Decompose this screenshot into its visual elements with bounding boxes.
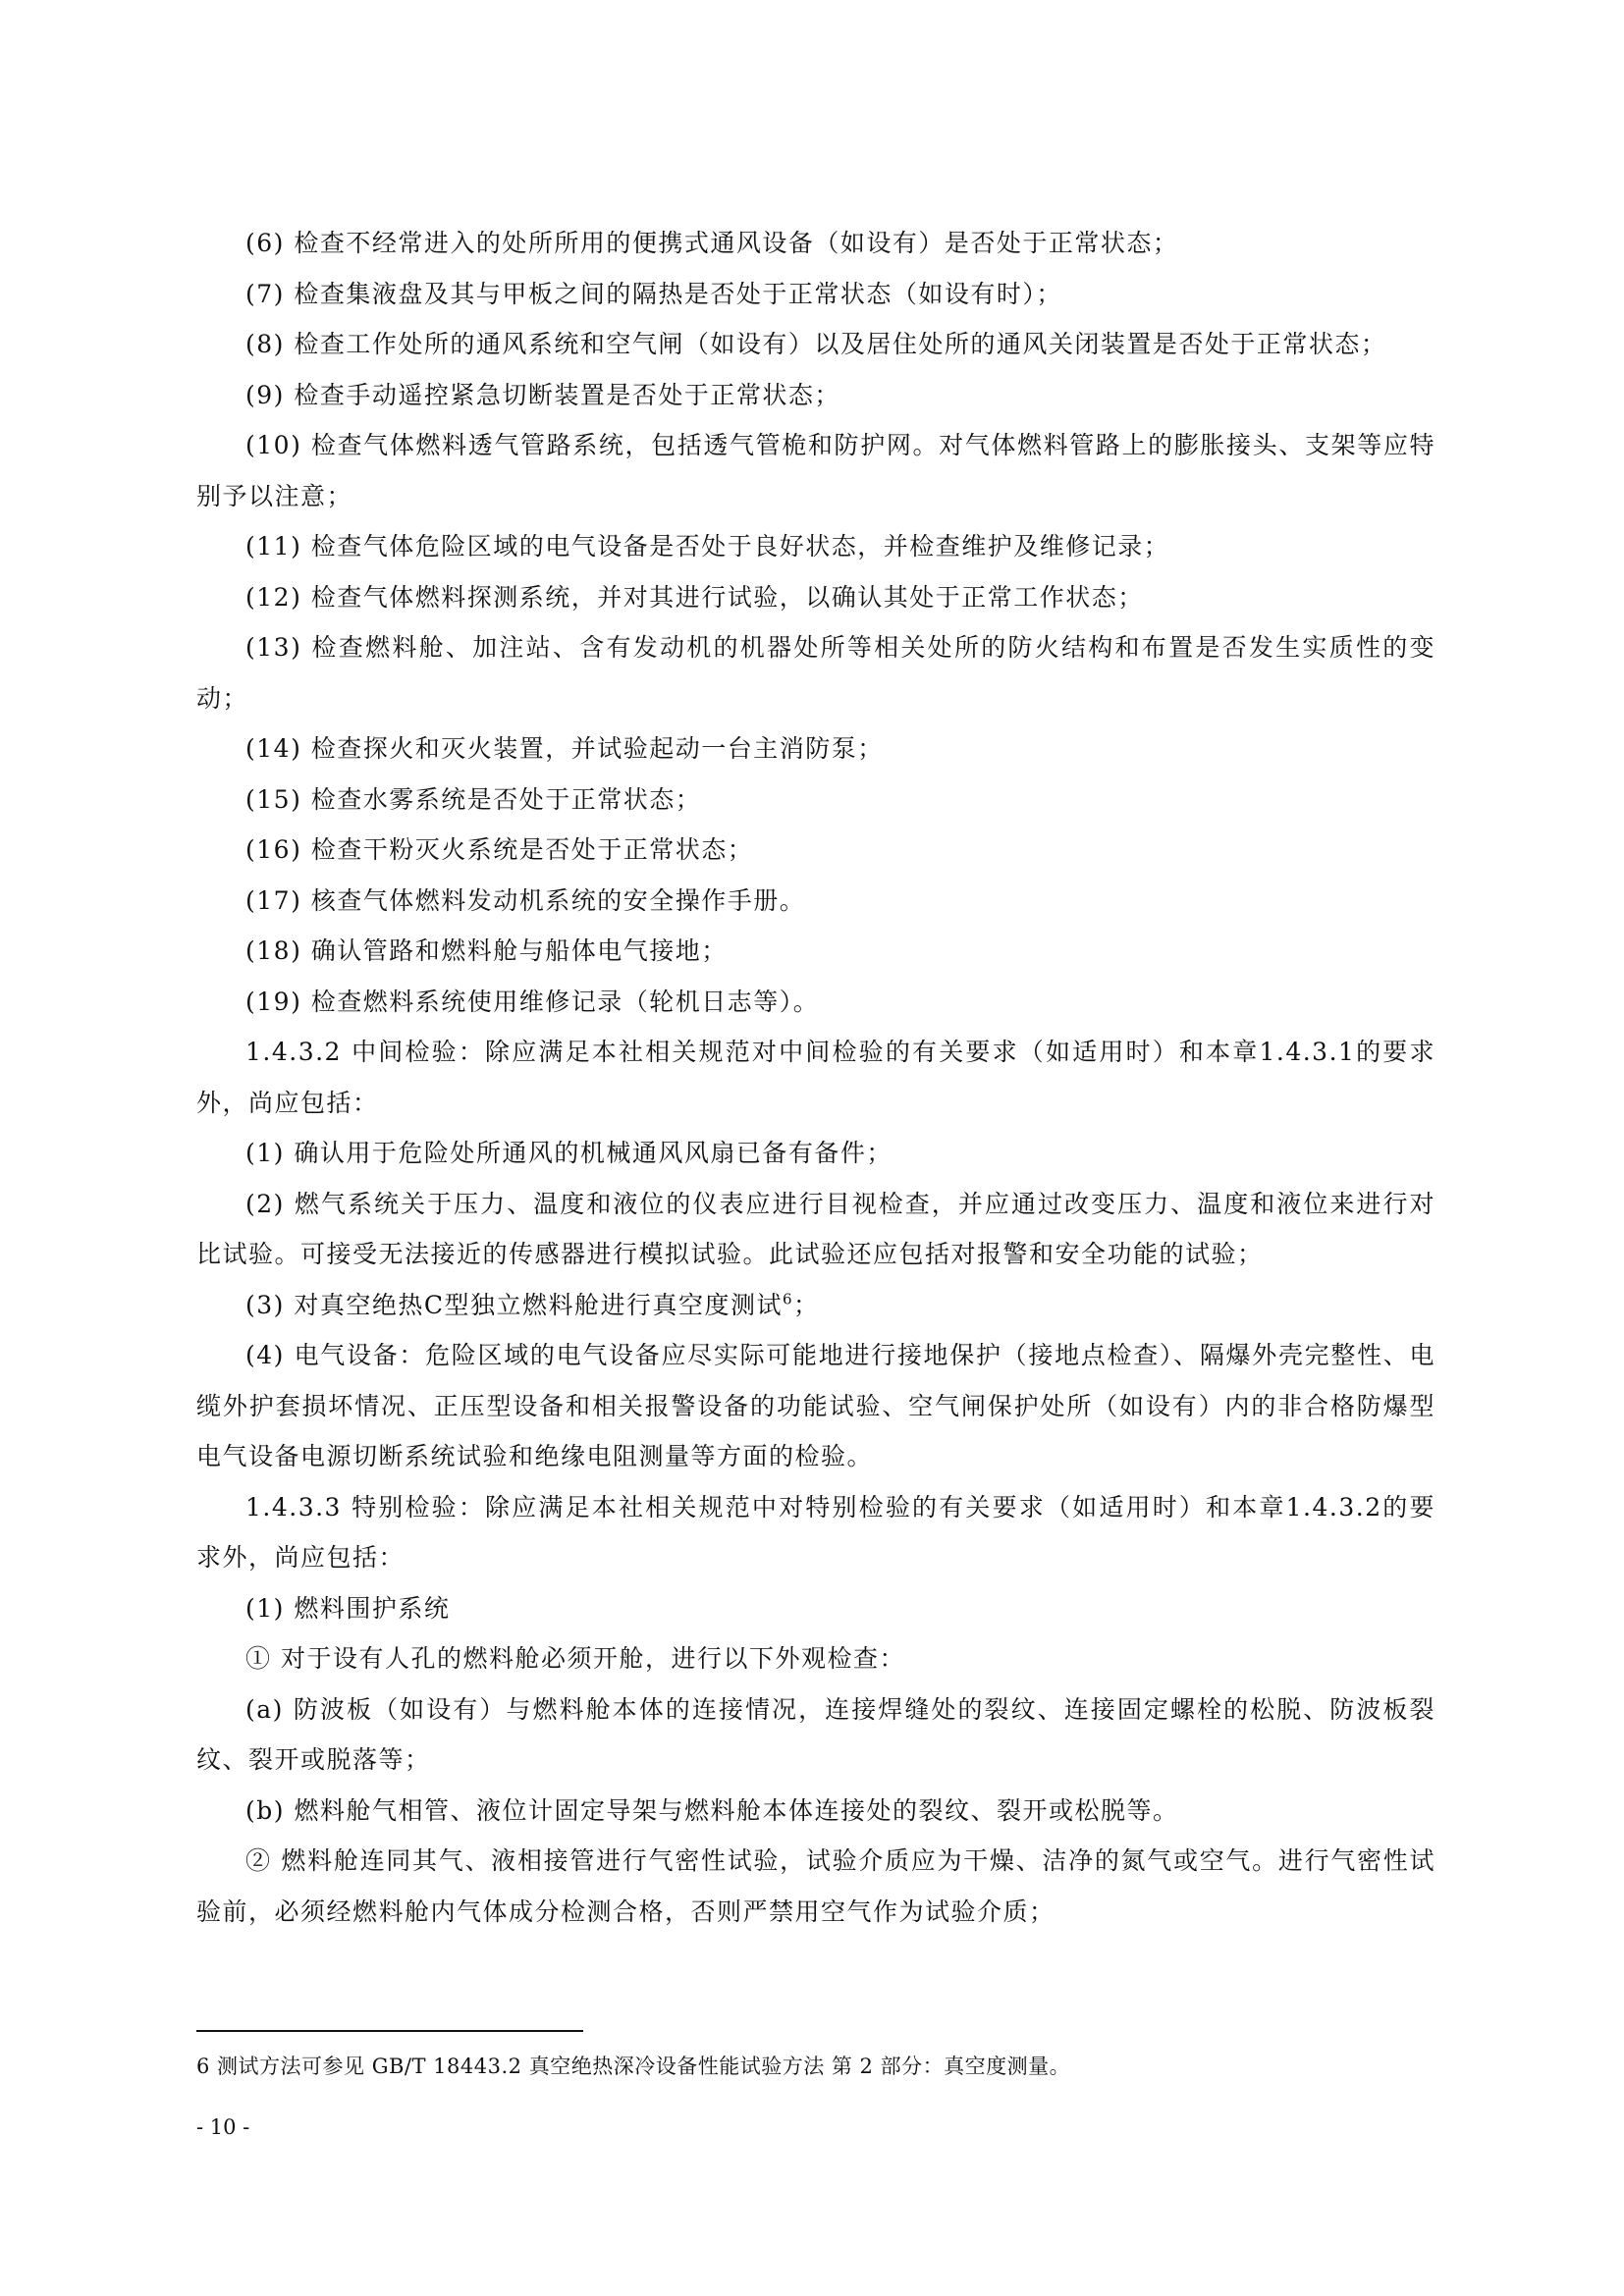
list-item: ② 燃料舱连同其气、液相接管进行气密性试验，试验介质应为干燥、洁净的氮气或空气。进行气密性试验前，必须经燃料舱内气体成分检测合格，否则严禁用空气作为试验介质； [196,1846,1435,1926]
list-item: (19) 检查燃料系统使用维修记录（轮机日志等）。 [245,987,820,1016]
list-item: (16) 检查干粉灭火系统是否处于正常状态； [245,835,754,864]
section-heading-1432: 1.4.3.2 中间检验：除应满足本社相关规范对中间检验的有关要求（如适用时）和本章1.4.3.1的要求外，尚应包括： [196,1038,1435,1117]
list-item: (2) 燃气系统关于压力、温度和液位的仪表应进行目视检查，并应通过改变压力、温度和液位来进行对比试验。可接受无法接近的传感器进行模拟试验。此试验还应包括对报警和安全功能的试验； [196,1189,1435,1268]
list-item: (7) 检查集液盘及其与甲板之间的隔热是否处于正常状态（如设有时）； [245,279,1062,308]
list-item: (10) 检查气体燃料透气管路系统，包括透气管桅和防护网。对气体燃料管路上的膨胀接头、支架等应特别予以注意； [196,431,1435,510]
list-item: (4) 电气设备：危险区域的电气设备应尽实际可能地进行接地保护（接地点检查）、隔爆外壳完整性、电缆外护套损坏情况、正压型设备和相关报警设备的功能试验、空气闸保护处所（如设有）内的非合格防爆型电气设备电源切断系统试验和绝缘电阻测量等方面的检验。 [196,1341,1435,1470]
list-item: (18) 确认管路和燃料舱与船体电气接地； [245,936,728,965]
list-item: ① 对于设有人孔的燃料舱必须开舱，进行以下外观检查： [245,1644,905,1673]
section-heading-1433: 1.4.3.3 特别检验：除应满足本社相关规范中对特别检验的有关要求（如适用时）和本章1.4.3.2的要求外，尚应包括： [196,1492,1435,1572]
list-item-text: (3) 对真空绝热C型独立燃料舱进行真空度测试 [245,1290,783,1319]
list-item: (12) 检查气体燃料探测系统，并对其进行试验，以确认其处于正常工作状态； [245,582,1144,612]
list-item: (13) 检查燃料舱、加注站、含有发动机的机器处所等相关处所的防火结构和布置是否发生实质性的变动； [196,633,1435,713]
body-text [196,218,1435,1937]
list-item: (11) 检查气体危险区域的电气设备是否处于良好状态，并检查维护及维修记录； [245,532,1170,561]
list-item-with-footnote [196,1280,1435,1331]
list-item: (6) 检查不经常进入的处所所用的便携式通风设备（如设有）是否处于正常状态； [245,229,1179,257]
footnote-divider [196,2030,583,2032]
list-item: (1) 燃料围护系统 [245,1593,451,1623]
page-number: - 10 - [196,2115,250,2139]
list-item: (1) 确认用于危险处所通风的机械通风风扇已备有备件； [245,1139,893,1167]
list-item: (8) 检查工作处所的通风系统和空气闸（如设有）以及居住处所的通风关闭装置是否处于正常状态； [245,330,1387,358]
list-item: (15) 检查水雾系统是否处于正常状态； [245,784,702,814]
list-item: (14) 检查探火和灭火装置，并试验起动一台主消防泵； [245,734,884,763]
footnote: 6 测试方法可参见 GB/T 18443.2 真空绝热深冷设备性能试验方法 第 2 部分：真空度测量。 [196,2055,1071,2078]
list-item: (a) 防波板（如设有）与燃料舱本体的连接情况，连接焊缝处的裂纹、连接固定螺栓的松脱、防波板裂纹、裂开或脱落等； [196,1694,1435,1774]
list-item: (17) 核查气体燃料发动机系统的安全操作手册。 [245,885,806,915]
list-item: (b) 燃料舱气相管、液位计固定导架与燃料舱本体连接处的裂纹、裂开或松脱等。 [245,1795,1179,1825]
footnote-ref[interactable]: 6 [783,1290,794,1308]
list-item-punct: ； [793,1290,820,1319]
list-item: (9) 检查手动遥控紧急切断装置是否处于正常状态； [245,380,840,409]
